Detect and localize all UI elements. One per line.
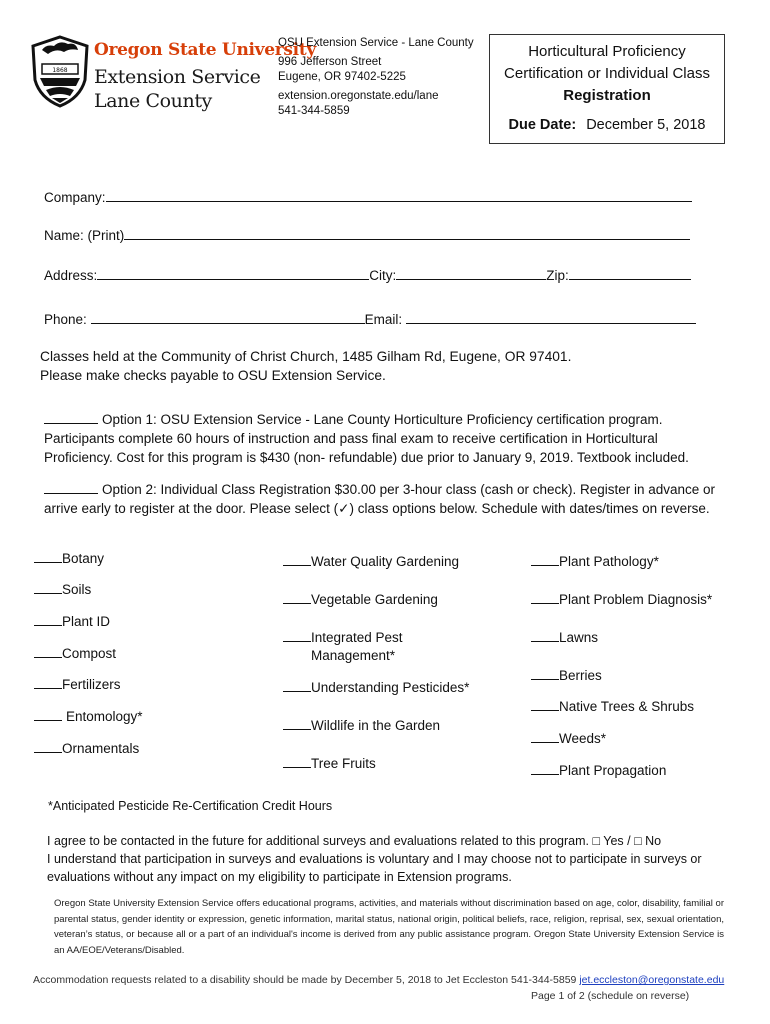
class-ipm[interactable]: Integrated Pest bbox=[283, 629, 403, 645]
option1 bbox=[44, 410, 744, 467]
contact-email-link[interactable]: jet.eccleston@oregonstate.edu bbox=[579, 974, 725, 986]
location-text: Classes held at the Community of Christ Church, 1485 Gilham Rd, Eugene, OR 97401. bbox=[40, 349, 572, 364]
due-date bbox=[490, 117, 724, 133]
payment-text: Please make checks payable to OSU Extension Service. bbox=[40, 368, 386, 383]
office-phone: 541-344-5859 bbox=[278, 105, 350, 117]
agree-text: I agree to be contacted in the future for additional surveys and evaluations related to this program. □ Yes / □ No bbox=[47, 834, 662, 848]
title-box bbox=[489, 34, 725, 144]
class-plant-pathology[interactable]: Plant Pathology* bbox=[531, 553, 659, 569]
page-number: Page 1 of 2 (schedule on reverse) bbox=[531, 990, 690, 1002]
address-field[interactable] bbox=[97, 266, 369, 280]
option1-line2: Participants complete 60 hours of instruction and pass final exam to receive certification in Horticultural bbox=[44, 431, 658, 446]
class-info bbox=[40, 347, 571, 385]
understand-line2: evaluations without any impact on my eligibility to participate in Extension programs. bbox=[47, 870, 512, 884]
office-address bbox=[278, 36, 474, 119]
class-native-trees[interactable]: Native Trees & Shrubs bbox=[531, 698, 694, 714]
office-city: Eugene, OR 97402-5225 bbox=[278, 71, 406, 83]
email-field[interactable] bbox=[406, 310, 696, 324]
class-lawns[interactable]: Lawns bbox=[531, 629, 598, 645]
address-label: Address: bbox=[44, 268, 98, 283]
company-label: Company: bbox=[44, 190, 106, 205]
name-label: Name: (Print) bbox=[44, 228, 125, 243]
due-value: December 5, 2018 bbox=[586, 117, 706, 133]
logo-extension: Extension Service bbox=[94, 66, 261, 88]
option2-blank[interactable] bbox=[44, 481, 98, 494]
zip-label: Zip: bbox=[546, 268, 569, 283]
phone-field[interactable] bbox=[91, 310, 365, 324]
option1-blank[interactable] bbox=[44, 411, 98, 424]
city-label: City: bbox=[369, 268, 397, 283]
class-ipm-line2: Management* bbox=[311, 648, 396, 663]
accommodation-text: Accommodation requests related to a disability should be made by December 5, 2018 to Jet Eccleston 541-344-5859 bbox=[33, 974, 577, 986]
class-wildlife[interactable]: Wildlife in the Garden bbox=[283, 717, 440, 733]
class-weeds[interactable]: Weeds* bbox=[531, 730, 606, 746]
office-street: 996 Jefferson Street bbox=[278, 56, 382, 68]
title-line1: Horticultural Proficiency bbox=[528, 43, 686, 60]
class-botany[interactable]: Botany bbox=[34, 550, 104, 566]
class-soils[interactable]: Soils bbox=[34, 581, 91, 597]
understand-line1: I understand that participation in surveys and evaluations is voluntary and I may choose not to participate in surveys or bbox=[47, 852, 702, 866]
class-pesticides[interactable]: Understanding Pesticides* bbox=[283, 679, 469, 695]
email-label: Email: bbox=[364, 312, 403, 327]
option1-line3: Proficiency. Cost for this program is $430 (non- refundable) due prior to January 9, 2019. Textbook included. bbox=[44, 450, 689, 465]
svg-text:1868: 1868 bbox=[52, 67, 68, 74]
nondiscrimination-statement: Oregon State University Extension Service offers educational programs, activities, and materials without discrimination based on age, color, disability, familial or parental status, gender identity or expression, genetic information, marital status, national origin, political beliefs, race, religion, reprisal, sex, sexual orientation, veteran’s status, or because all or a part of an individual's income is derived from any public assistance program. Oregon State University Extension Service is an AA/EOE/Veterans/Disabled. bbox=[54, 898, 724, 956]
due-label: Due Date: bbox=[508, 117, 577, 133]
title-line2: Certification or Individual Class bbox=[504, 65, 710, 82]
option2-lead: Option 2: Individual Class Registration $30.00 per 3-hour class (cash or check). Register in advance or bbox=[102, 482, 716, 497]
name-field[interactable] bbox=[124, 226, 690, 240]
class-compost[interactable]: Compost bbox=[34, 645, 116, 661]
option2 bbox=[44, 480, 744, 518]
option2-line2: arrive early to register at the door. Please select (✓) class options below. Schedule with dates/times on reverse. bbox=[44, 501, 710, 516]
class-plant-id[interactable]: Plant ID bbox=[34, 613, 110, 629]
office-name: OSU Extension Service - Lane County bbox=[278, 37, 474, 49]
accommodation-note bbox=[33, 974, 724, 986]
survey-consent bbox=[47, 832, 702, 886]
title-line3: Registration bbox=[563, 87, 651, 104]
class-berries[interactable]: Berries bbox=[531, 667, 602, 683]
phone-label: Phone: bbox=[44, 312, 87, 327]
option1-lead: Option 1: OSU Extension Service - Lane County Horticulture Proficiency certification program. bbox=[102, 412, 663, 427]
city-field[interactable] bbox=[396, 266, 546, 280]
logo-university: Oregon State University bbox=[94, 40, 316, 60]
office-web: extension.oregonstate.edu/lane bbox=[278, 90, 439, 102]
class-water-quality[interactable]: Water Quality Gardening bbox=[283, 553, 459, 569]
class-ornamentals[interactable]: Ornamentals bbox=[34, 740, 139, 756]
class-plant-propagation[interactable]: Plant Propagation bbox=[531, 762, 666, 778]
pesticide-note: *Anticipated Pesticide Re-Certification Credit Hours bbox=[48, 799, 333, 813]
class-vegetable[interactable]: Vegetable Gardening bbox=[283, 591, 438, 607]
logo-county: Lane County bbox=[94, 90, 212, 112]
address-row bbox=[44, 266, 691, 283]
phone-row bbox=[44, 310, 696, 327]
zip-field[interactable] bbox=[569, 266, 691, 280]
company-row bbox=[44, 188, 692, 205]
company-field[interactable] bbox=[106, 188, 692, 202]
class-plant-diagnosis[interactable]: Plant Problem Diagnosis* bbox=[531, 591, 712, 607]
class-fertilizers[interactable]: Fertilizers bbox=[34, 676, 121, 692]
class-tree-fruits[interactable]: Tree Fruits bbox=[283, 755, 376, 771]
osu-seal-icon bbox=[30, 34, 90, 108]
name-row bbox=[44, 226, 690, 243]
class-entomology[interactable]: Entomology* bbox=[34, 708, 143, 724]
